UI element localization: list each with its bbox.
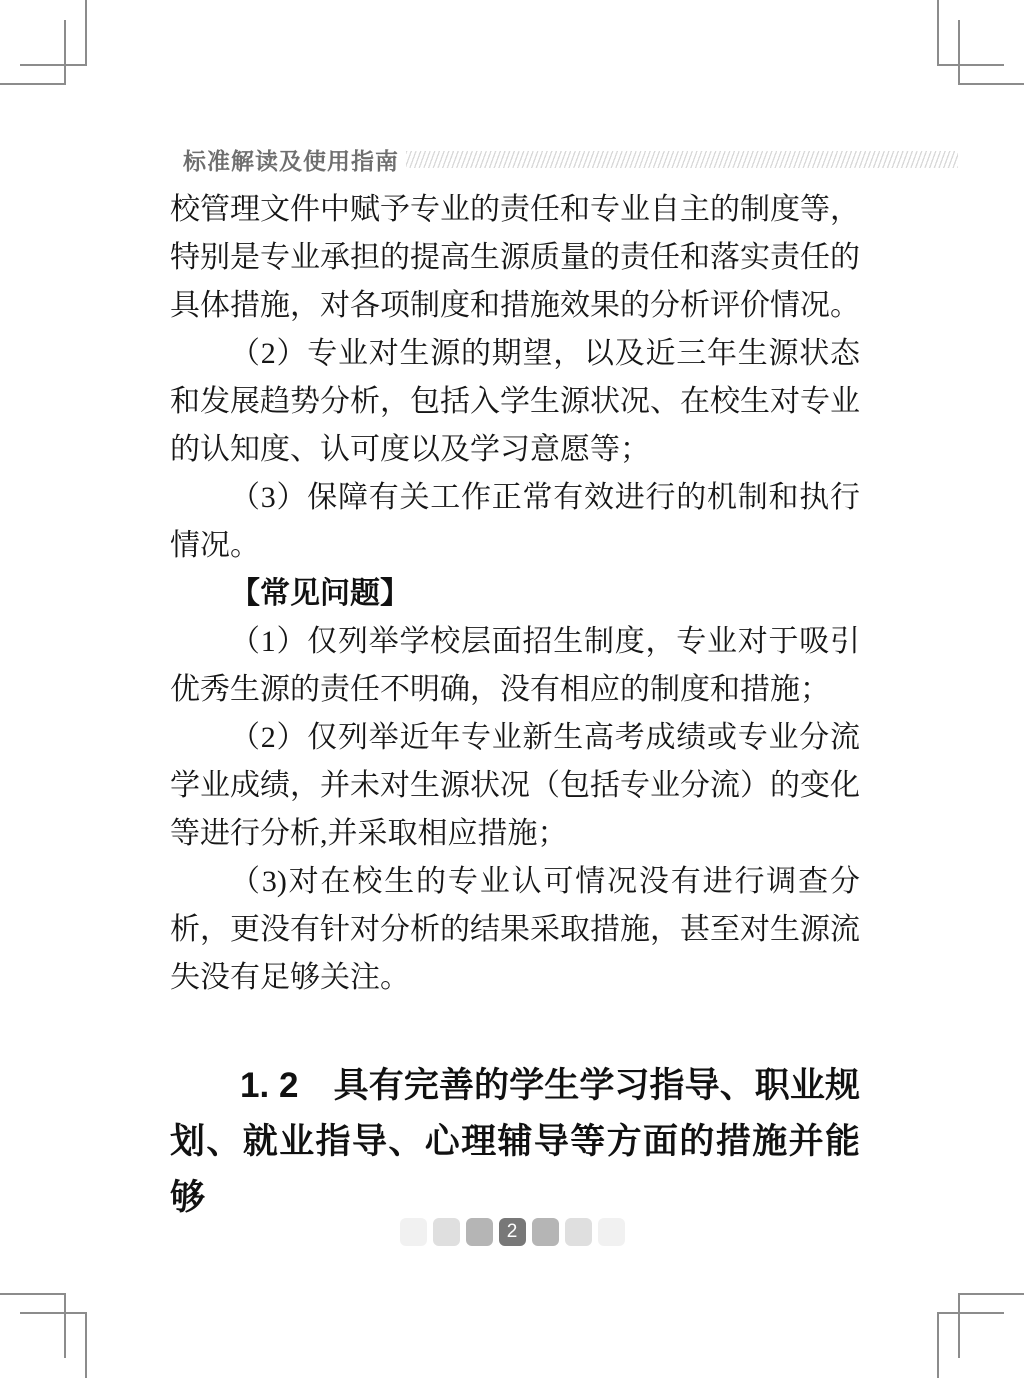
- running-header-title: 标准解读及使用指南: [183, 148, 399, 174]
- section-heading: [170, 1058, 860, 1226]
- section-heading-line: 划、就业指导、心理辅导等方面的措施并能够: [170, 1122, 860, 1217]
- paragraph: （2）仅列举近年专业新生高考成绩或专业分流学业成绩，并未对生源状况（包括专业分流）的变化等进行分析,并采取相应措施；: [170, 721, 860, 850]
- pagination-square: [466, 1218, 493, 1246]
- paragraph: （3）保障有关工作正常有效进行的机制和执行情况。: [170, 481, 860, 562]
- paragraph: （3)对在校生的专业认可情况没有进行调查分析，更没有针对分析的结果采取措施，甚至对生源流失没有足够关注。: [170, 865, 860, 994]
- crop-mark-bottom-left-inner: [0, 1293, 66, 1358]
- pagination-square: [400, 1218, 427, 1246]
- paragraph: （2）专业对生源的期望，以及近三年生源状态和发展趋势分析，包括入学生源状况、在校生对专业的认知度、认可度以及学习意愿等；: [170, 337, 860, 466]
- body-text: [170, 186, 860, 1002]
- pagination-square: [565, 1218, 592, 1246]
- page-indicator: [0, 1218, 1024, 1246]
- subheading-common-problems: 【常见问题】: [230, 577, 410, 610]
- running-header: [183, 143, 958, 176]
- hatch-rule-decoration: [406, 151, 958, 168]
- crop-mark-top-left-inner: [0, 20, 66, 85]
- page-number-square: 2: [499, 1218, 526, 1246]
- section-heading-line: 1. 2 具有完善的学生学习指导、职业规: [240, 1066, 860, 1105]
- crop-mark-top-right-inner: [958, 20, 1024, 85]
- pagination-square: [433, 1218, 460, 1246]
- paragraph: （1）仅列举学校层面招生制度，专业对于吸引优秀生源的责任不明确，没有相应的制度和措施；: [170, 625, 860, 706]
- paragraph: 校管理文件中赋予专业的责任和专业自主的制度等，特别是专业承担的提高生源质量的责任和落实责任的具体措施，对各项制度和措施效果的分析评价情况。: [170, 193, 860, 322]
- pagination-square: [532, 1218, 559, 1246]
- crop-mark-bottom-right-inner: [958, 1293, 1024, 1358]
- pagination-square: [598, 1218, 625, 1246]
